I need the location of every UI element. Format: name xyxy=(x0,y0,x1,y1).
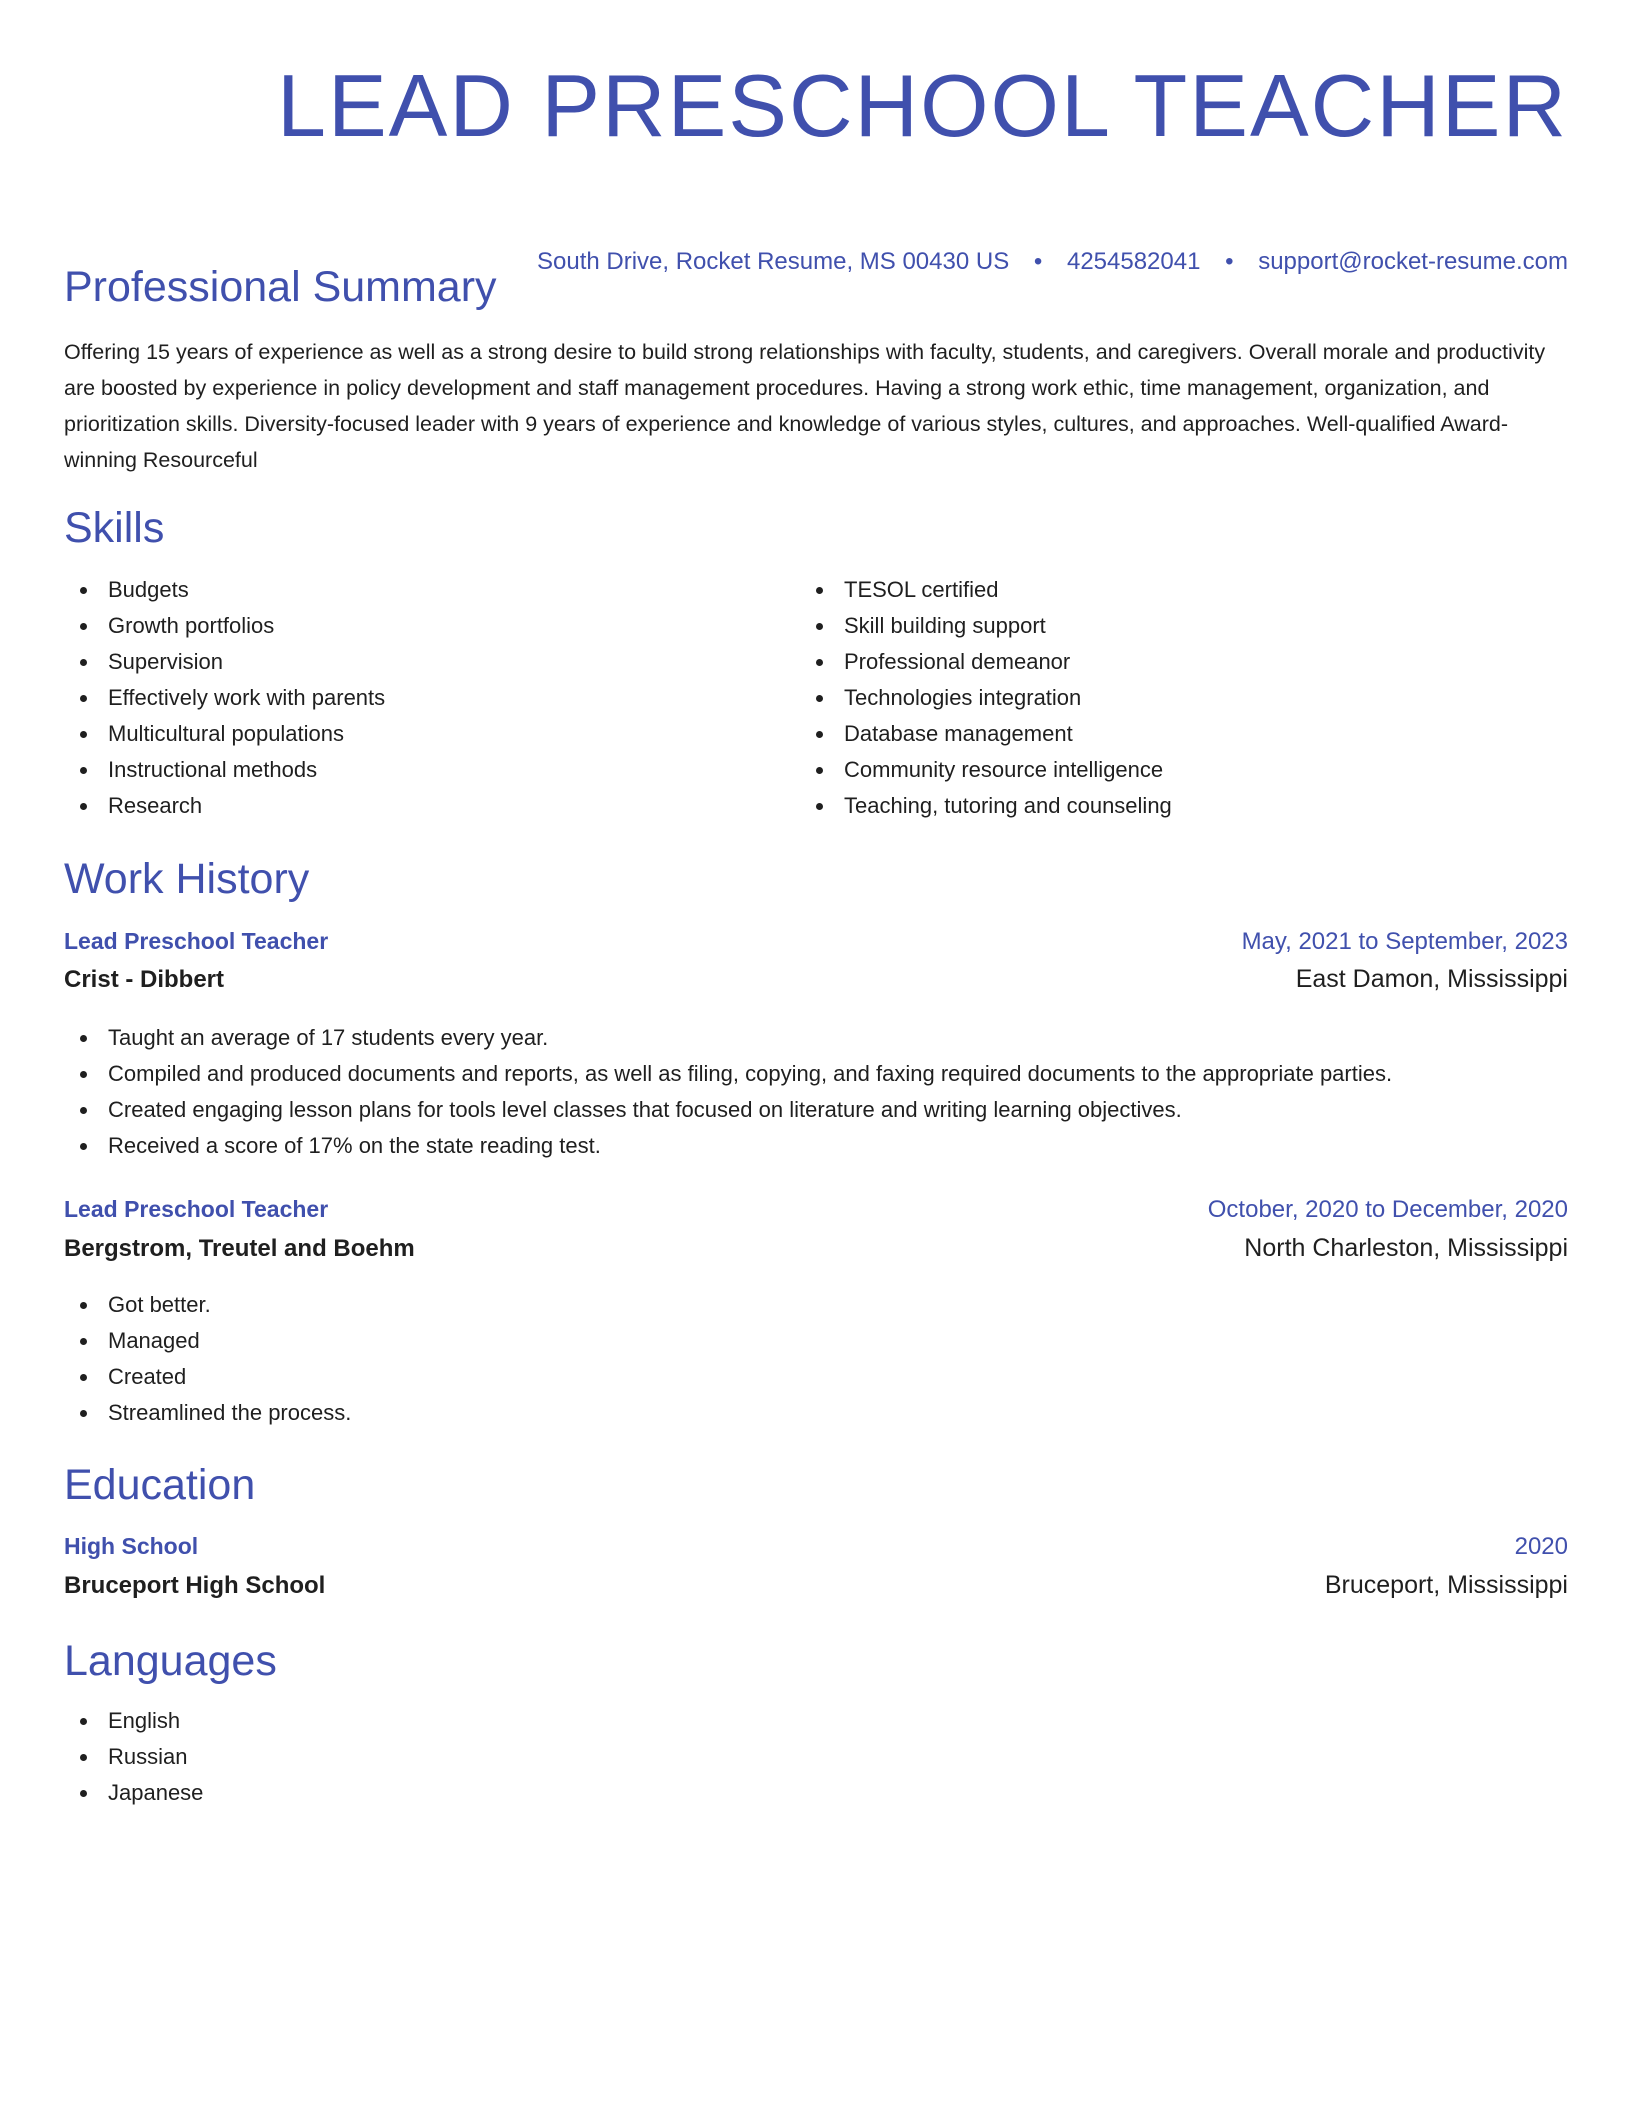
job-bullet: Got better. xyxy=(64,1287,351,1323)
education-school: Bruceport High School xyxy=(64,1572,326,1599)
job-bullets xyxy=(64,1020,1392,1164)
contact-separator: • xyxy=(1033,248,1043,275)
job-employer-row xyxy=(64,1234,1568,1263)
contact-separator: • xyxy=(1225,248,1234,275)
summary-heading: Professional Summary xyxy=(64,263,497,311)
job-header xyxy=(64,928,1568,956)
job-bullet: Created xyxy=(64,1359,351,1395)
summary-text: Offering 15 years of experience as well as a strong desire to build strong relationships with faculty, students, and caregivers. Overall morale and productivity are boosted by experience in policy development and staff management procedures. Having a strong work ethic, time management, organization, and prioritization skills. Diversity-focused leader with 9 years of experience and knowledge of various styles, cultures, and approaches. Well-qualified Award-winning Resourceful xyxy=(64,340,1546,472)
skill-item: Multicultural populations xyxy=(64,716,385,752)
job-location: East Damon, Mississippi xyxy=(1295,965,1568,993)
skill-item: Supervision xyxy=(64,644,385,680)
job-employer: Bergstrom, Treutel and Boehm xyxy=(64,1235,415,1262)
language-item: Russian xyxy=(64,1739,203,1775)
job-bullets xyxy=(64,1287,351,1431)
skill-item: Growth portfolios xyxy=(64,608,385,644)
contact-email: support@rocket-resume.com xyxy=(1258,248,1568,275)
job-bullet: Created engaging lesson plans for tools level classes that focused on literature and writing learning objectives. xyxy=(64,1092,1392,1128)
job-employer: Crist - Dibbert xyxy=(64,966,225,993)
job-bullet: Managed xyxy=(64,1323,351,1359)
education-heading: Education xyxy=(64,1461,256,1509)
job-bullet: Compiled and produced documents and reports, as well as filing, copying, and faxing required documents to the appropriate parties. xyxy=(64,1056,1392,1092)
job-dates: May, 2021 to September, 2023 xyxy=(1241,928,1568,955)
skill-item: Database management xyxy=(800,716,1172,752)
skill-item: Technologies integration xyxy=(800,680,1172,716)
skill-item: Research xyxy=(64,788,385,824)
education-degree: High School xyxy=(64,1533,199,1559)
contact-line xyxy=(537,248,1568,276)
resume-title: LEAD PRESCHOOL TEACHER xyxy=(277,56,1568,155)
work-history-heading: Work History xyxy=(64,855,310,903)
skill-item: Skill building support xyxy=(800,608,1172,644)
education-location: Bruceport, Mississippi xyxy=(1324,1571,1568,1599)
skill-item: Budgets xyxy=(64,572,385,608)
language-item: English xyxy=(64,1703,203,1739)
job-location: North Charleston, Mississippi xyxy=(1244,1234,1568,1262)
skills-heading: Skills xyxy=(64,504,165,552)
skill-item: Instructional methods xyxy=(64,752,385,788)
contact-phone: 4254582041 xyxy=(1066,248,1201,275)
languages-list xyxy=(64,1703,203,1811)
job-bullet: Streamlined the process. xyxy=(64,1395,351,1431)
job-employer-row xyxy=(64,965,1568,994)
skill-item: Professional demeanor xyxy=(800,644,1172,680)
skills-list-right xyxy=(800,572,1172,824)
job-header xyxy=(64,1196,1568,1224)
skill-item: TESOL certified xyxy=(800,572,1172,608)
education-school-row xyxy=(64,1571,1568,1600)
skills-list-left xyxy=(64,572,385,824)
job-dates: October, 2020 to December, 2020 xyxy=(1207,1196,1568,1223)
education-year: 2020 xyxy=(1514,1533,1568,1560)
education-header xyxy=(64,1533,1568,1561)
resume-page xyxy=(64,0,1568,1805)
job-title: Lead Preschool Teacher xyxy=(64,928,329,954)
skill-item: Community resource intelligence xyxy=(800,752,1172,788)
skill-item: Effectively work with parents xyxy=(64,680,385,716)
languages-heading: Languages xyxy=(64,1637,277,1685)
skill-item: Teaching, tutoring and counseling xyxy=(800,788,1172,824)
job-bullet: Received a score of 17% on the state reading test. xyxy=(64,1128,1392,1164)
language-item: Japanese xyxy=(64,1775,203,1811)
contact-address: South Drive, Rocket Resume, MS 00430 US xyxy=(537,248,1010,275)
job-title: Lead Preschool Teacher xyxy=(64,1196,329,1222)
job-bullet: Taught an average of 17 students every year. xyxy=(64,1020,1392,1056)
